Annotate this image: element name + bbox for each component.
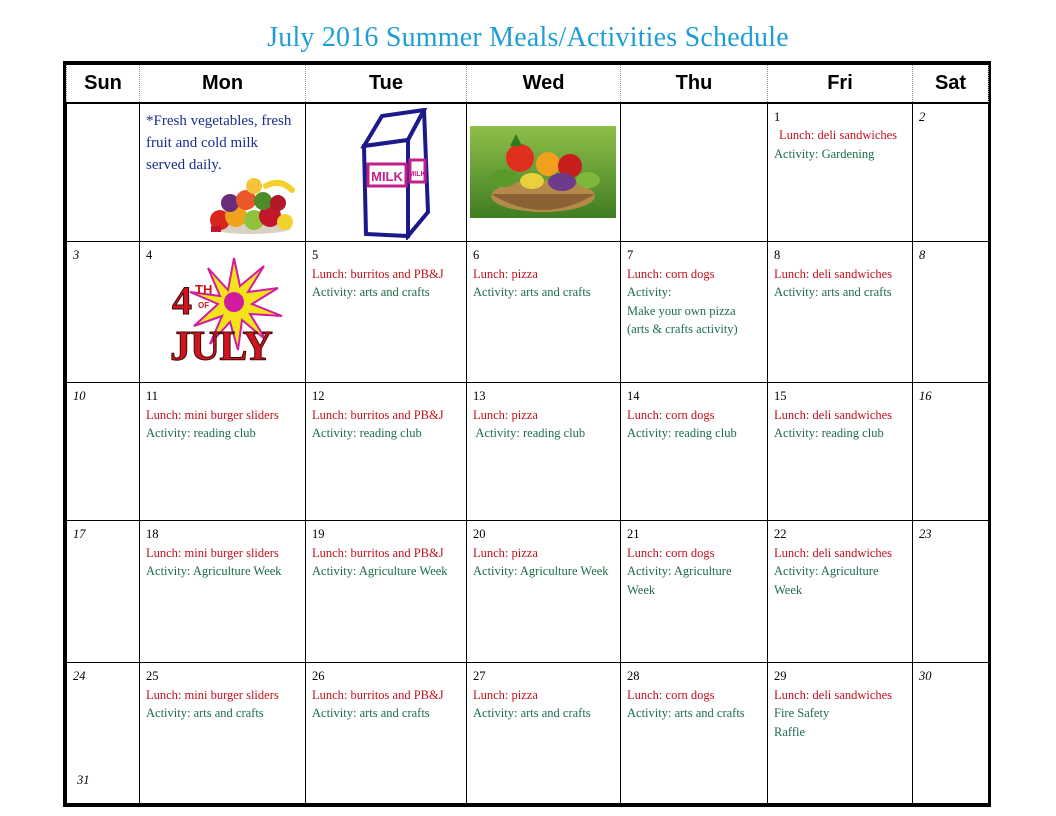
- fourth-of-july-logo: [168, 256, 288, 368]
- lunch-text: Lunch: corn dogs: [627, 687, 715, 702]
- day-cell-empty: [621, 103, 768, 242]
- activity-detail: Make your own pizza: [627, 303, 736, 318]
- day-cell: [621, 663, 768, 804]
- lunch-text: Lunch: pizza: [473, 407, 538, 422]
- day-cell-weekend: [913, 383, 989, 521]
- day-number: 7: [627, 248, 634, 262]
- activity-text: Activity: reading club: [146, 426, 256, 440]
- weekday-header-row: [67, 65, 989, 103]
- day-cell-weekend: [913, 663, 989, 804]
- lunch-text: Lunch: pizza: [473, 687, 538, 702]
- activity-text: Activity: arts and crafts: [312, 285, 430, 299]
- header-tue: Tue: [306, 65, 467, 103]
- day-number: 1: [774, 109, 781, 124]
- vegetable-basket-icon: [470, 126, 616, 218]
- daily-note: *Fresh vegetables, fresh fruit and cold milk served daily.: [146, 112, 292, 173]
- svg-text:MILK: MILK: [371, 168, 403, 184]
- week-row: [67, 521, 989, 663]
- activity-text: Activity: arts and crafts: [473, 285, 591, 299]
- day-number: 19: [312, 527, 325, 541]
- header-sun: Sun: [67, 65, 140, 103]
- day-cell: [621, 242, 768, 383]
- header-wed: Wed: [467, 65, 621, 103]
- day-cell: [306, 242, 467, 383]
- week-row: [67, 103, 989, 242]
- lunch-text: Lunch: mini burger sliders: [146, 687, 279, 702]
- day-number: 16: [919, 389, 932, 403]
- calendar-grid: [63, 61, 991, 807]
- activity-text: Fire Safety: [774, 706, 830, 720]
- svg-text:JULY: JULY: [170, 324, 272, 368]
- lunch-text: Lunch: mini burger sliders: [146, 545, 279, 560]
- day-cell: [140, 663, 306, 804]
- day-cell: [621, 521, 768, 663]
- day-cell: [467, 242, 621, 383]
- day-number: 26: [312, 669, 325, 683]
- day-number: 15: [774, 389, 787, 403]
- day-cell-weekend: [913, 521, 989, 663]
- fruit-pile-icon: [206, 176, 296, 234]
- day-cell-empty: [67, 103, 140, 242]
- lunch-text: Lunch: pizza: [473, 545, 538, 560]
- day-cell: [140, 242, 306, 383]
- header-sat: Sat: [913, 65, 989, 103]
- lunch-text: Lunch: burritos and PB&J: [312, 545, 444, 560]
- day-cell: [768, 521, 913, 663]
- svg-text:MILK: MILK: [408, 170, 426, 178]
- day-number: 5: [312, 248, 319, 262]
- activity-text: Activity: Agriculture Week: [473, 564, 609, 578]
- header-thu: Thu: [621, 65, 768, 103]
- day-number: 25: [146, 669, 159, 683]
- activity-detail: (arts & crafts activity): [627, 322, 738, 336]
- lunch-text: Lunch: corn dogs: [627, 407, 715, 422]
- day-number: 27: [473, 669, 486, 683]
- day-number: 23: [919, 527, 932, 541]
- day-number: 6: [473, 248, 480, 262]
- day-number: 2: [919, 109, 926, 124]
- lunch-text: Lunch: deli sandwiches: [774, 407, 893, 422]
- lunch-text: Lunch: deli sandwiches: [774, 266, 893, 281]
- lunch-text: Lunch: burritos and PB&J: [312, 266, 444, 281]
- lunch-text: Lunch: deli sandwiches: [779, 128, 898, 142]
- vegetables-cell: [467, 103, 621, 242]
- day-number: 24: [73, 669, 86, 683]
- lunch-text: Lunch: mini burger sliders: [146, 407, 279, 422]
- activity-text: Activity: arts and crafts: [473, 706, 591, 720]
- svg-text:TH: TH: [195, 282, 213, 297]
- activity-text: Activity: Agriculture Week: [146, 564, 282, 578]
- activity-text: Activity: arts and crafts: [312, 706, 430, 720]
- day-number: 11: [146, 389, 159, 403]
- activity-text: Activity: reading club: [627, 426, 737, 440]
- week-row: [67, 663, 989, 804]
- day-number: 20: [473, 527, 486, 541]
- activity-text: Activity: Gardening: [774, 146, 875, 161]
- day-number: 30: [919, 669, 932, 683]
- milk-carton-icon: [356, 108, 432, 240]
- day-cell: [768, 663, 913, 804]
- lunch-text: Lunch: corn dogs: [627, 266, 715, 281]
- day-cell: [140, 521, 306, 663]
- activity-text: Activity: Agriculture Week: [627, 564, 732, 597]
- day-cell: [768, 242, 913, 383]
- milk-cell: [306, 103, 467, 242]
- day-cell: [768, 383, 913, 521]
- day-cell: [467, 663, 621, 804]
- day-cell-weekend: [913, 103, 989, 242]
- day-cell: [768, 103, 913, 242]
- lunch-text: Lunch: pizza: [473, 266, 538, 281]
- activity-text: Activity: Agriculture Week: [774, 564, 879, 597]
- day-number: 18: [146, 527, 159, 541]
- activity-detail: Raffle: [774, 724, 806, 739]
- day-cell-weekend: [913, 242, 989, 383]
- day-cell: [306, 383, 467, 521]
- day-number: 31: [77, 772, 90, 787]
- activity-text: Activity: arts and crafts: [146, 706, 264, 720]
- day-cell: [467, 521, 621, 663]
- day-cell-weekend: [67, 521, 140, 663]
- activity-text: Activity: arts and crafts: [627, 706, 745, 720]
- lunch-text: Lunch: corn dogs: [627, 545, 715, 560]
- activity-text: Activity: reading club: [473, 426, 586, 440]
- day-number: 8: [919, 248, 926, 262]
- day-cell: [306, 663, 467, 804]
- day-cell: [140, 383, 306, 521]
- svg-text:OF: OF: [198, 301, 210, 310]
- activity-text: Activity: Agriculture Week: [312, 564, 448, 578]
- lunch-text: Lunch: burritos and PB&J: [312, 407, 444, 422]
- activity-text: Activity: reading club: [774, 426, 884, 440]
- lunch-text: Lunch: deli sandwiches: [774, 687, 893, 702]
- lunch-text: Lunch: deli sandwiches: [774, 545, 893, 560]
- activity-text: Activity: reading club: [312, 426, 422, 440]
- day-number: 17: [73, 527, 86, 541]
- day-number: 3: [73, 248, 80, 262]
- header-fri: Fri: [768, 65, 913, 103]
- day-number: 21: [627, 527, 640, 541]
- activity-text: Activity: arts and crafts: [774, 285, 892, 299]
- day-cell-weekend: [67, 242, 140, 383]
- day-number: 29: [774, 669, 787, 683]
- day-number: 22: [774, 527, 787, 541]
- week-row: [67, 383, 989, 521]
- day-number: 28: [627, 669, 640, 683]
- week-row: [67, 242, 989, 383]
- day-cell: [467, 383, 621, 521]
- day-cell-weekend: [67, 383, 140, 521]
- day-number: 13: [473, 389, 486, 403]
- day-number: 10: [73, 389, 86, 403]
- svg-text:4: 4: [172, 278, 192, 323]
- day-cell-weekend: [67, 663, 140, 804]
- header-mon: Mon: [140, 65, 306, 103]
- page-title: July 2016 Summer Meals/Activities Schedule: [267, 22, 789, 53]
- day-number: 14: [627, 389, 640, 403]
- day-cell: [621, 383, 768, 521]
- day-cell: [306, 521, 467, 663]
- activity-text: Activity:: [627, 285, 672, 299]
- day-number: 4: [146, 248, 153, 262]
- lunch-text: Lunch: burritos and PB&J: [312, 687, 444, 702]
- note-cell: [140, 103, 306, 242]
- day-number: 12: [312, 389, 325, 403]
- day-number: 8: [774, 248, 781, 262]
